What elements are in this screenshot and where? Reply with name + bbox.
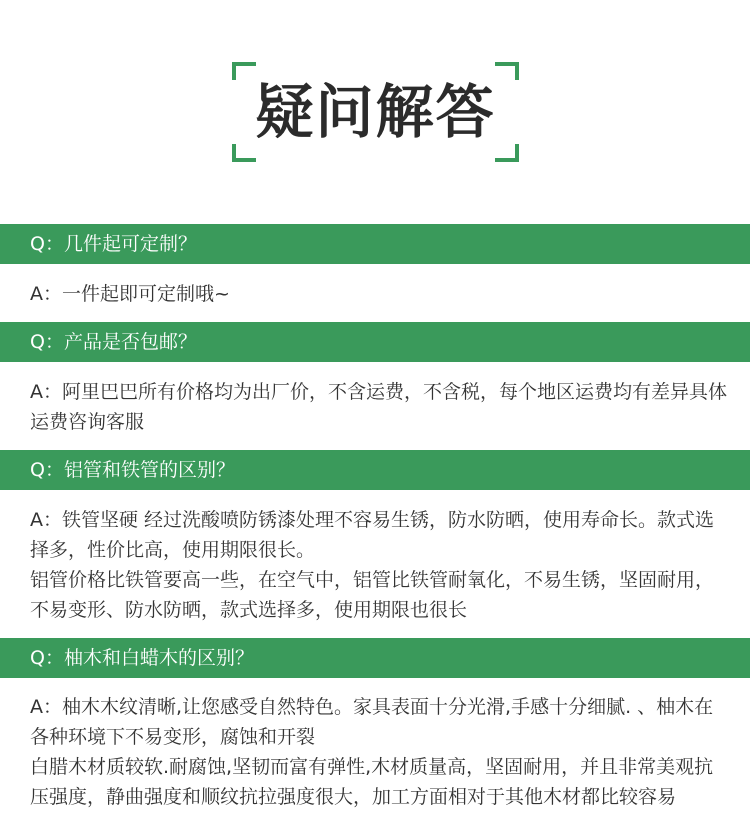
answer-paragraph: 白腊木材质较软.耐腐蚀,坚韧而富有弹性,木材质量高，坚固耐用，并且非常美观抗压强度，静曲强度和顺纹抗拉强度很大，加工方面相对于其他木材都比较容易 (30, 756, 714, 808)
page-title: 疑问解答 (255, 78, 496, 146)
faq-question-3: Q：铝管和铁管的区别？ (0, 450, 750, 490)
faq-question-1: Q：几件起可定制？ (0, 224, 750, 264)
answer-paragraph: A：一件起即可定制哦~ (30, 283, 230, 305)
faq-answer-3 (30, 505, 730, 625)
faq-question-2: Q：产品是否包邮？ (0, 322, 750, 362)
faq-answer-4 (30, 692, 730, 812)
answer-paragraph: A：柚木木纹清晰,让您感受自然特色。家具表面十分光滑,手感十分细腻. 、柚木在各种环境下不易变形，腐蚀和开裂 (30, 696, 714, 748)
faq-answer-1 (30, 279, 730, 309)
answer-paragraph: 铝管价格比铁管要高一些，在空气中，铝管比铁管耐氧化，不易生锈，坚固耐用，不易变形、防水防晒，款式选择多，使用期限也很长 (30, 569, 715, 621)
answer-paragraph: A：阿里巴巴所有价格均为出厂价，不含运费，不含税，每个地区运费均有差异具体运费咨询客服 (30, 381, 727, 433)
title-frame (232, 62, 519, 162)
answer-paragraph: A：铁管坚硬 经过洗酸喷防锈漆处理不容易生锈，防水防晒，使用寿命长。款式选择多，性价比高，使用期限很长。 (30, 509, 715, 561)
faq-answer-2 (30, 377, 730, 437)
faq-question-4: Q：柚木和白蜡木的区别？ (0, 638, 750, 678)
